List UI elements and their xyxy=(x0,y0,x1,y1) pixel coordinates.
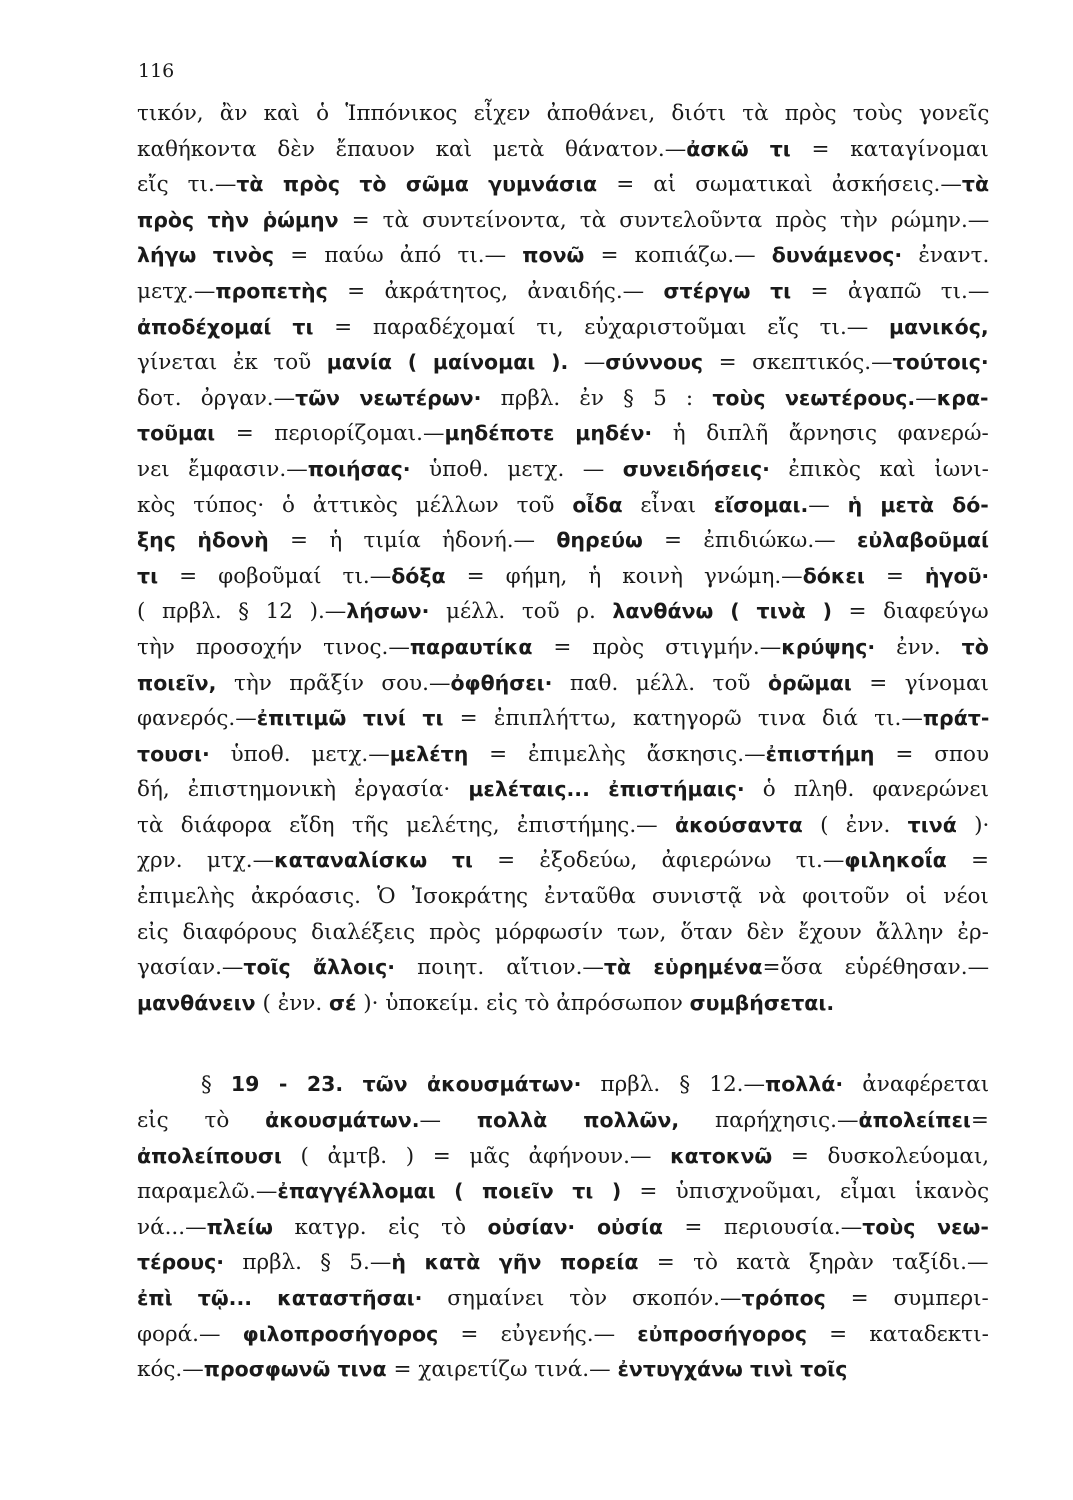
text-run: κατγρ. εἰς τὸ xyxy=(273,1214,488,1240)
term-bold: τουσι· xyxy=(137,741,210,766)
text-run: = γίνομαι xyxy=(851,670,989,696)
text-run: — xyxy=(568,350,606,376)
text-line xyxy=(137,452,989,488)
term-bold: μανία ( μαίνομαι ). xyxy=(326,350,569,375)
text-run: — xyxy=(419,1108,477,1134)
term-bold: ποιήσας· xyxy=(307,456,411,481)
text-run: ποιητ. αἴτιον.— xyxy=(395,955,604,981)
text-run: = φοβοῦμαί τι.— xyxy=(158,563,392,589)
term-bold: εὐπροσήγορος xyxy=(637,1321,808,1346)
text-line xyxy=(137,772,989,808)
term-bold: ἀπολείπει xyxy=(858,1108,971,1133)
text-run: = παύω ἀπό τι.— xyxy=(274,243,523,269)
term-bold: μελέταις... ἐπιστήμαις· xyxy=(468,777,745,802)
text-run: )· ὑποκείμ. εἰς τὸ ἀπρόσωπον xyxy=(356,990,690,1016)
text-run: =ὅσα εὑρέθησαν.— xyxy=(762,955,990,981)
text-run: = αἱ σωματικαὶ ἀσκήσεις.— xyxy=(597,172,962,198)
term-bold: μελέτη xyxy=(389,741,469,766)
term-bold: κατοκνῶ xyxy=(670,1143,773,1168)
text-run: = πρὸς στιγμήν.— xyxy=(532,634,782,660)
text-line xyxy=(137,915,989,951)
term-bold: τινά xyxy=(907,812,957,837)
page-number: 116 xyxy=(138,60,175,82)
text-run: = χαιρετίζω τινά.— xyxy=(386,1357,618,1383)
text-run: ( ἐνν. xyxy=(255,990,330,1016)
term-bold: τῶν νεωτέρων· xyxy=(295,385,482,410)
term-bold: δόκει xyxy=(802,563,865,588)
text-line xyxy=(137,1352,989,1388)
text-run: = εὐγενής.— xyxy=(438,1321,638,1347)
term-bold: εὐλαβοῦμαί xyxy=(856,528,990,553)
text-line xyxy=(137,559,989,595)
text-run: σημαίνει τὸν σκοπόν.— xyxy=(422,1286,742,1311)
text-run: εἶναι xyxy=(622,492,714,518)
text-line xyxy=(137,488,989,524)
term-bold: συνειδήσεις· xyxy=(622,456,770,481)
text-run: = ἡ τιμία ἡδονή.— xyxy=(268,528,557,554)
text-run: καθήκοντα δὲν ἔπαυον καὶ μετὰ θάνατον.— xyxy=(137,136,687,162)
term-bold: τοὺς νεω- xyxy=(862,1214,989,1239)
text-run: ἐναντ. xyxy=(902,243,990,269)
text-line xyxy=(137,630,989,666)
text-run: ὑποθ. μετχ. — xyxy=(410,456,623,482)
text-line xyxy=(137,167,989,203)
term-bold: πολλά· xyxy=(764,1072,844,1097)
term-bold: πλείω xyxy=(206,1214,273,1239)
text-run: εἴς τι.— xyxy=(137,172,237,198)
text-block xyxy=(137,96,989,1388)
text-run: νει ἔμφασιν.— xyxy=(137,456,308,482)
term-bold: μανθάνειν xyxy=(137,990,256,1015)
term-bold: τὰ εὑρημένα xyxy=(603,955,763,980)
text-run: παρήχησις.— xyxy=(679,1108,859,1134)
text-run: τὴν πρᾶξίν σου.— xyxy=(216,670,451,696)
text-run: = καταγίνομαι xyxy=(790,136,989,162)
term-bold: λανθάνω ( τινὰ ) xyxy=(612,599,832,624)
term-bold: ἐπὶ τῷ... καταστῆσαι· xyxy=(137,1286,423,1310)
text-run: δοτ. ὀργαν.— xyxy=(137,385,296,411)
term-bold: πολλὰ πολλῶν, xyxy=(476,1108,680,1133)
text-run: ὑποθ. μετχ.— xyxy=(209,741,390,767)
text-run: = xyxy=(946,848,989,874)
text-run: παραμελῶ.— xyxy=(137,1179,278,1205)
term-bold: προπετὴς xyxy=(215,278,328,303)
text-line xyxy=(137,737,989,773)
paragraph-gap xyxy=(137,1021,989,1067)
text-run: = ἐπιπλήττω, κατηγορῶ τινα διά τι.— xyxy=(443,706,923,732)
text-run: = xyxy=(864,563,925,589)
text-run: = φήμη, ἡ κοινὴ γνώμη.— xyxy=(445,563,803,589)
text-run: = ἀκράτητος, ἀναιδής.— xyxy=(327,278,664,304)
term-bold: καταναλίσκω τι xyxy=(274,848,473,873)
text-run: = διαφεύγω xyxy=(831,599,989,625)
text-run: — xyxy=(808,492,848,518)
term-bold: στέργω τι xyxy=(663,278,792,303)
text-line xyxy=(137,132,989,168)
term-bold: ἀποδέχομαί τι xyxy=(137,314,314,339)
term-bold: φιληκοΐα xyxy=(844,848,947,873)
text-line xyxy=(137,203,989,239)
term-bold: παραυτίκα xyxy=(409,634,533,659)
text-run: δή, ἐπιστημονικὴ ἐργασία· xyxy=(137,777,469,803)
term-bold: τοῖς ἄλλοις· xyxy=(243,955,396,980)
text-run: = ἀγαπῶ τι.— xyxy=(791,278,990,304)
term-bold: ἐπαγγέλλομαι ( ποιεῖν τι ) xyxy=(277,1179,622,1204)
text-line xyxy=(137,96,989,132)
text-run: γασίαν.— xyxy=(137,955,244,981)
term-bold: 19 - 23. τῶν ἀκουσμάτων· xyxy=(230,1072,582,1097)
term-bold: πρὸς τὴν ῥώμην xyxy=(137,207,339,232)
term-bold: φιλοπροσήγορος xyxy=(242,1321,439,1346)
text-run: = κοπιάζω.— xyxy=(584,243,772,269)
term-bold: ἐπιστήμη xyxy=(765,741,875,766)
term-bold: οἶδα xyxy=(572,492,623,517)
text-run: τὰ διάφορα εἴδη τῆς μελέτης, ἐπιστήμης.— xyxy=(137,812,675,838)
term-bold: θηρεύω xyxy=(556,528,643,553)
text-run: ἐνν. xyxy=(875,634,962,660)
text-run: τικόν, ἂν καὶ ὁ Ἱππόνικος εἶχεν ἀποθάνει, διότι τὰ πρὸς τοὺς γονεῖς xyxy=(137,101,990,126)
text-line xyxy=(137,381,989,417)
text-run: παθ. μέλλ. τοῦ xyxy=(552,670,768,696)
text-run: ὁ πληθ. φανερώνει xyxy=(744,777,989,803)
term-bold: πράτ- xyxy=(922,706,990,731)
term-bold: προσφωνῶ τινα xyxy=(203,1357,387,1382)
term-bold: συμβήσεται. xyxy=(689,990,835,1015)
text-line xyxy=(137,1245,989,1281)
text-run: πρβλ. ἐν § 5 : xyxy=(481,385,713,411)
text-line xyxy=(137,701,989,737)
term-bold: ποιεῖν, xyxy=(137,670,217,695)
text-run: κός.— xyxy=(137,1357,204,1383)
text-line xyxy=(137,879,989,915)
text-run: = τὰ συντείνοντα, τὰ συντελοῦντα πρὸς τὴν ρώμην.— xyxy=(338,207,990,233)
text-run: φορά.— xyxy=(137,1321,243,1347)
paragraph-1 xyxy=(137,96,989,1021)
text-run: κὸς τύπος· ὁ ἀττικὸς μέλλων τοῦ xyxy=(137,492,573,518)
text-run: = ἐπιμελὴς ἄσκησις.— xyxy=(468,741,766,767)
text-run: πρβλ. § 12.— xyxy=(581,1072,765,1098)
text-run: φανερός.— xyxy=(137,706,257,732)
text-run: )· xyxy=(956,812,990,838)
text-run: ( ἐνν. xyxy=(802,812,908,838)
text-run: = ἐπιδιώκω.— xyxy=(642,528,857,554)
text-run: τὴν προσοχήν τινος.— xyxy=(137,634,410,660)
text-run: = περιουσία.— xyxy=(662,1214,863,1240)
text-run: = τὸ κατὰ ξηρὰν ταξίδι.— xyxy=(638,1250,989,1276)
text-line xyxy=(137,843,989,879)
text-run: = συμπερι- xyxy=(825,1286,989,1311)
text-line xyxy=(137,274,989,310)
term-bold: ἡ κατὰ γῆν πορεία xyxy=(391,1250,639,1275)
text-run: = περιορίζομαι.— xyxy=(215,421,445,447)
paragraph-2 xyxy=(137,1067,989,1387)
text-run: = σπου xyxy=(874,741,990,767)
text-line xyxy=(137,238,989,274)
text-line xyxy=(137,1281,989,1317)
term-bold: ἀκούσαντα xyxy=(674,812,803,837)
term-bold: τὸ xyxy=(961,634,989,659)
term-bold: τὰ xyxy=(961,172,990,197)
term-bold: ἡ μετὰ δό- xyxy=(847,492,989,517)
text-run: πρβλ. § 5.— xyxy=(224,1250,392,1276)
text-run: = σκεπτικός.— xyxy=(703,350,893,376)
text-line xyxy=(137,310,989,346)
term-bold: ἀκουσμάτων. xyxy=(265,1108,420,1133)
term-bold: δυνάμενος· xyxy=(771,243,903,268)
text-run: ἀναφέρεται xyxy=(843,1072,990,1098)
term-bold: ὁρῶμαι xyxy=(767,670,852,695)
term-bold: ἐντυγχάνω τινὶ τοῖς xyxy=(617,1357,848,1382)
term-bold: μανικός, xyxy=(889,314,989,339)
term-bold: τοὺς νεωτέρους. xyxy=(712,385,916,410)
text-run: § xyxy=(201,1072,231,1098)
text-run: ἡ διπλῆ ἄρνησις φανερώ- xyxy=(652,421,989,447)
term-bold: λήσων· xyxy=(346,599,430,624)
text-run: = ὑπισχνοῦμαι, εἶμαι ἱκανὸς xyxy=(621,1179,990,1205)
term-bold: ἀσκῶ τι xyxy=(686,136,791,161)
term-bold: εἴσομαι. xyxy=(713,492,809,517)
text-line xyxy=(137,345,989,381)
text-run: μέλλ. τοῦ ρ. xyxy=(429,599,613,625)
term-bold: τρόπος xyxy=(741,1286,826,1310)
text-line xyxy=(137,1210,989,1246)
text-line xyxy=(137,594,989,630)
term-bold: ἐπιτιμῶ τινί τι xyxy=(256,706,444,731)
text-line xyxy=(137,523,989,559)
term-bold: τέρους· xyxy=(137,1250,225,1275)
text-run: = παραδέχομαί τι, εὐχαριστοῦμαι εἴς τι.— xyxy=(313,314,889,340)
text-run: εἰς διαφόρους διαλέξεις πρὸς μόρφωσίν των, ὅταν δὲν ἔχουν ἄλλην ἐρ- xyxy=(137,919,989,945)
text-run: χρν. μτχ.— xyxy=(137,848,275,874)
text-line xyxy=(137,1139,989,1175)
text-line xyxy=(137,666,989,702)
term-bold: μηδέποτε μηδέν· xyxy=(444,421,653,446)
term-bold: οὐσίαν· οὐσία xyxy=(487,1214,663,1239)
text-run: ἐπικὸς καὶ ἰωνι- xyxy=(769,456,989,482)
text-line xyxy=(137,416,989,452)
text-run: = δυσκολεύομαι, xyxy=(772,1143,990,1169)
text-line xyxy=(137,986,989,1022)
term-bold: τι xyxy=(137,563,159,588)
term-bold: ὀφθήσει· xyxy=(450,670,553,695)
text-run: ( πρβλ. § 12 ).— xyxy=(137,599,347,625)
text-run: = ἐξοδεύω, ἀφιερώνω τι.— xyxy=(472,848,845,874)
term-bold: κρύψης· xyxy=(781,634,876,659)
text-line xyxy=(137,808,989,844)
text-run: ( ἀμτβ. ) = μᾶς ἀφήνουν.— xyxy=(281,1143,671,1169)
text-run: = xyxy=(970,1108,989,1134)
term-bold: πονῶ xyxy=(522,243,585,268)
text-line xyxy=(137,1067,989,1103)
term-bold: ξης ἡδονὴ xyxy=(137,528,269,553)
term-bold: σέ xyxy=(329,990,357,1015)
term-bold: δόξα xyxy=(391,563,446,588)
text-line xyxy=(137,1317,989,1353)
text-run: ἐπιμελὴς ἀκρόασις. Ὁ Ἰσοκράτης ἐνταῦθα συνιστᾷ νὰ φοιτοῦν οἱ νέοι xyxy=(137,884,989,910)
text-run: γίνεται ἐκ τοῦ xyxy=(137,350,327,376)
text-run: εἰς τὸ xyxy=(137,1108,266,1134)
term-bold: σύννους xyxy=(605,350,704,375)
text-run: — xyxy=(915,385,937,411)
text-line xyxy=(137,950,989,986)
term-bold: τούτοις· xyxy=(892,350,989,375)
term-bold: κρα- xyxy=(936,385,989,410)
term-bold: ἡγοῦ· xyxy=(924,563,990,588)
text-run: = καταδεκτι- xyxy=(807,1321,989,1347)
term-bold: λήγω τινὸς xyxy=(137,243,275,268)
term-bold: τοῦμαι xyxy=(137,421,216,446)
text-run: μετχ.— xyxy=(137,278,216,304)
text-line xyxy=(137,1174,989,1210)
text-run: νά...— xyxy=(137,1214,207,1240)
text-line xyxy=(137,1103,989,1139)
term-bold: ἀπολείπουσι xyxy=(137,1143,282,1168)
term-bold: τὰ πρὸς τὸ σῶμα γυμνάσια xyxy=(236,172,598,197)
